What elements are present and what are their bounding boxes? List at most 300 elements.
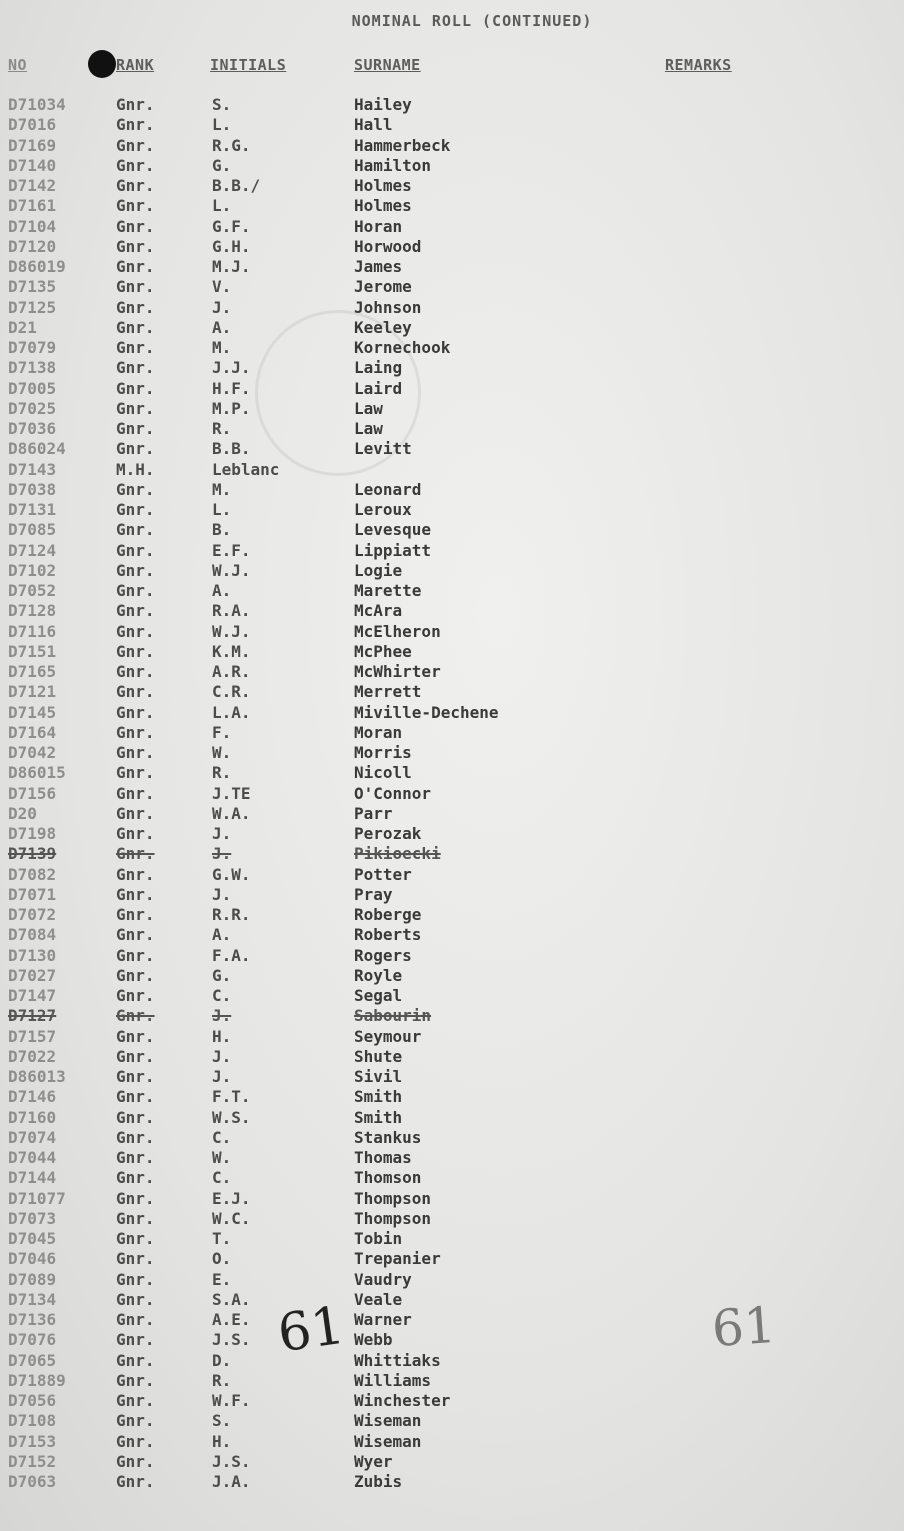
row-initials: C.: [212, 1168, 232, 1188]
table-row: [0, 703, 904, 723]
row-rank: Gnr.: [116, 540, 155, 560]
row-initials: G.F.: [212, 216, 251, 236]
row-number: D7147: [8, 986, 57, 1005]
row-initials: J.: [212, 844, 232, 864]
row-initials: A.E.: [212, 1310, 251, 1329]
handwritten-count-right: 61: [710, 1295, 778, 1359]
roll-table: [0, 95, 904, 1492]
row-initials: R.: [212, 1370, 232, 1390]
row-number: D7063: [8, 1472, 57, 1491]
row-rank: Gnr.: [116, 1188, 155, 1208]
row-initials: A.R.: [212, 662, 251, 681]
row-number: D7153: [8, 1431, 57, 1451]
row-rank: Gnr.: [116, 1148, 155, 1167]
row-rank: Gnr.: [116, 1067, 155, 1086]
table-row: [0, 784, 904, 804]
row-initials: W.: [212, 1148, 232, 1167]
header-remarks: REMARKS: [665, 56, 732, 74]
row-number: D7065: [8, 1350, 57, 1370]
row-surname: McPhee: [354, 641, 412, 661]
row-surname: Horan: [354, 216, 403, 236]
row-rank: Gnr.: [116, 358, 155, 378]
row-initials: E.J.: [212, 1188, 251, 1208]
row-rank: Gnr.: [116, 1370, 155, 1390]
row-surname: Thompson: [354, 1188, 432, 1208]
table-row: [0, 480, 904, 500]
row-rank: Gnr.: [116, 1391, 155, 1410]
row-initials: G.W.: [212, 864, 251, 884]
row-rank: Gnr.: [116, 176, 155, 195]
row-surname: McAra: [354, 601, 403, 621]
row-number: D7161: [8, 196, 57, 216]
row-number: D7089: [8, 1269, 57, 1289]
table-row: [0, 561, 904, 581]
row-initials: B.B.: [212, 439, 251, 459]
row-initials: J.TE: [212, 783, 251, 803]
row-rank: Gnr.: [116, 155, 155, 175]
row-surname: Trepanier: [354, 1249, 441, 1269]
handwritten-count-left: 61: [274, 1295, 349, 1365]
row-rank: Gnr.: [116, 621, 155, 641]
row-surname: Thompson: [354, 1208, 432, 1228]
table-row: [0, 277, 904, 297]
row-number: D7156: [8, 783, 57, 803]
page-title: NOMINAL ROLL (CONTINUED): [351, 12, 593, 30]
row-surname: Horwood: [354, 236, 422, 256]
table-row: [0, 1472, 904, 1492]
row-number: D7076: [8, 1330, 57, 1350]
table-row: [0, 460, 904, 480]
row-surname: Law: [354, 419, 383, 438]
row-number: D7142: [8, 176, 57, 195]
row-number: D7169: [8, 135, 57, 155]
row-rank: Gnr.: [116, 803, 155, 823]
row-initials: J.A.: [212, 1472, 251, 1491]
row-number: D7144: [8, 1168, 57, 1188]
row-number: D86024: [8, 439, 66, 459]
row-rank: Gnr.: [116, 884, 155, 904]
row-rank: Gnr.: [116, 115, 155, 135]
row-number: D71034: [8, 95, 66, 114]
row-rank: Gnr.: [116, 905, 155, 924]
row-rank: Gnr.: [116, 520, 155, 540]
row-number: D7045: [8, 1229, 57, 1248]
row-number: D20: [8, 803, 37, 823]
table-row: [0, 196, 904, 216]
row-rank: Gnr.: [116, 419, 155, 438]
row-number: D7139: [8, 844, 57, 864]
row-initials: F.: [212, 722, 232, 742]
row-surname: Thomas: [354, 1148, 412, 1167]
row-rank: Gnr.: [116, 824, 155, 843]
row-surname: Wiseman: [354, 1411, 422, 1431]
row-initials: R.: [212, 419, 232, 438]
row-initials: J.: [212, 884, 232, 904]
header-rank: RANK: [116, 56, 155, 74]
table-row: [0, 946, 904, 966]
table-row: [0, 217, 904, 237]
row-surname: Smith: [354, 1107, 403, 1127]
row-surname: Nicoll: [354, 763, 412, 783]
row-initials: M.: [212, 338, 232, 357]
table-row: [0, 1249, 904, 1269]
table-row: [0, 115, 904, 135]
row-number: D7044: [8, 1148, 57, 1167]
row-surname: Laird: [354, 378, 403, 398]
row-initials: J.J.: [212, 358, 251, 378]
row-initials: O.: [212, 1249, 232, 1269]
row-number: D21: [8, 317, 37, 337]
row-number: D7134: [8, 1289, 57, 1309]
row-rank: Gnr.: [116, 1269, 155, 1289]
row-surname: Hall: [354, 115, 393, 135]
row-initials: W.F.: [212, 1391, 251, 1410]
row-rank: Gnr.: [116, 1350, 155, 1370]
row-number: D7160: [8, 1107, 57, 1127]
row-surname: Laing: [354, 358, 403, 378]
row-number: D7082: [8, 864, 57, 884]
row-rank: Gnr.: [116, 763, 155, 783]
table-row: [0, 1148, 904, 1168]
row-number: D7025: [8, 398, 57, 418]
row-surname: Tobin: [354, 1229, 403, 1248]
row-surname: O'Connor: [354, 783, 432, 803]
row-initials: R.: [212, 763, 232, 783]
row-surname: Morris: [354, 743, 412, 762]
row-initials: M.: [212, 479, 232, 499]
row-number: D7146: [8, 1087, 57, 1107]
row-number: D7131: [8, 500, 57, 519]
row-initials: R.A.: [212, 601, 251, 621]
table-row: [0, 318, 904, 338]
row-rank: Gnr.: [116, 317, 155, 337]
row-rank: Gnr.: [116, 1229, 155, 1248]
row-surname: Miville-Dechene: [354, 702, 499, 722]
row-rank: Gnr.: [116, 560, 155, 580]
row-initials: J.S.: [212, 1330, 251, 1350]
row-surname: Law: [354, 398, 383, 418]
row-initials: J.: [212, 824, 232, 843]
row-rank: Gnr.: [116, 925, 155, 945]
table-row: [0, 865, 904, 885]
row-surname: Shute: [354, 1046, 403, 1066]
row-rank: Gnr.: [116, 682, 155, 702]
row-surname: McWhirter: [354, 662, 441, 681]
row-rank: Gnr.: [116, 844, 155, 864]
row-initials: A.: [212, 317, 232, 337]
row-surname: Roberge: [354, 905, 422, 924]
table-row: [0, 763, 904, 783]
header-surname: SURNAME: [354, 56, 421, 74]
row-rank: Gnr.: [116, 945, 155, 965]
row-initials: R.R.: [212, 905, 251, 924]
row-surname: James: [354, 257, 403, 276]
row-number: D7046: [8, 1249, 57, 1269]
row-number: D7085: [8, 520, 57, 540]
row-number: D7084: [8, 925, 57, 945]
row-rank: Gnr.: [116, 601, 155, 621]
row-surname: Hailey: [354, 95, 412, 114]
row-initials: F.A.: [212, 945, 251, 965]
table-row: [0, 885, 904, 905]
row-surname: Winchester: [354, 1391, 451, 1410]
row-rank: Gnr.: [116, 398, 155, 418]
row-rank: Gnr.: [116, 1451, 155, 1471]
table-row: [0, 1027, 904, 1047]
table-row: [0, 541, 904, 561]
row-number: D7128: [8, 601, 57, 621]
row-surname: Webb: [354, 1330, 393, 1350]
row-rank: Gnr.: [116, 378, 155, 398]
row-initials: H.: [212, 1026, 232, 1046]
row-initials: S.: [212, 95, 232, 114]
row-surname: Stankus: [354, 1127, 422, 1147]
row-initials: Leblanc: [212, 459, 280, 479]
row-rank: Gnr.: [116, 1472, 155, 1491]
row-number: D7038: [8, 479, 57, 499]
table-row: [0, 95, 904, 115]
table-row: [0, 298, 904, 318]
table-row: [0, 1108, 904, 1128]
row-number: D7104: [8, 216, 57, 236]
punch-hole: [88, 50, 116, 78]
row-number: D7005: [8, 378, 57, 398]
row-number: D86019: [8, 257, 66, 276]
row-initials: C.: [212, 1127, 232, 1147]
table-row: [0, 1432, 904, 1452]
row-surname: Jerome: [354, 277, 412, 297]
row-surname: Potter: [354, 864, 412, 884]
table-row: [0, 257, 904, 277]
row-number: D7071: [8, 884, 57, 904]
row-number: D7079: [8, 338, 57, 357]
row-surname: Williams: [354, 1370, 432, 1390]
row-initials: E.F.: [212, 540, 251, 560]
row-rank: Gnr.: [116, 986, 155, 1005]
row-number: D7136: [8, 1310, 57, 1329]
row-rank: Gnr.: [116, 439, 155, 459]
row-surname: Marette: [354, 581, 422, 600]
row-initials: H.: [212, 1431, 232, 1451]
table-row: [0, 601, 904, 621]
row-number: D7164: [8, 722, 57, 742]
row-number: D7130: [8, 945, 57, 965]
row-initials: W.J.: [212, 621, 251, 641]
row-surname: Wyer: [354, 1451, 393, 1471]
row-rank: Gnr.: [116, 783, 155, 803]
row-initials: S.A.: [212, 1289, 251, 1309]
row-initials: J.: [212, 297, 232, 317]
row-initials: K.M.: [212, 641, 251, 661]
row-surname: Moran: [354, 722, 403, 742]
row-rank: Gnr.: [116, 864, 155, 884]
row-initials: L.: [212, 196, 232, 216]
row-initials: D.: [212, 1350, 232, 1370]
table-row: [0, 1168, 904, 1188]
row-number: D7127: [8, 1006, 57, 1026]
row-initials: J.S.: [212, 1451, 251, 1471]
row-rank: Gnr.: [116, 743, 155, 762]
row-rank: Gnr.: [116, 1330, 155, 1350]
row-surname: Roberts: [354, 925, 422, 945]
row-rank: Gnr.: [116, 196, 155, 216]
row-rank: Gnr.: [116, 135, 155, 155]
row-rank: Gnr.: [116, 1168, 155, 1188]
table-row: [0, 1452, 904, 1472]
row-rank: M.H.: [116, 459, 155, 479]
row-surname: Veale: [354, 1289, 403, 1309]
row-rank: Gnr.: [116, 297, 155, 317]
row-number: D7135: [8, 277, 57, 297]
row-number: D7120: [8, 236, 57, 256]
row-surname: Levitt: [354, 439, 412, 459]
row-rank: Gnr.: [116, 236, 155, 256]
row-number: D86013: [8, 1067, 66, 1086]
row-rank: Gnr.: [116, 702, 155, 722]
row-surname: Hammerbeck: [354, 135, 451, 155]
row-rank: Gnr.: [116, 1006, 155, 1026]
table-row: [0, 642, 904, 662]
row-rank: Gnr.: [116, 1431, 155, 1451]
row-number: D86015: [8, 763, 66, 783]
table-row: [0, 905, 904, 925]
row-number: D7036: [8, 419, 57, 438]
row-initials: W.C.: [212, 1208, 251, 1228]
row-surname: Sabourin: [354, 1006, 432, 1026]
header-no: NO: [8, 56, 28, 74]
row-number: D7151: [8, 641, 57, 661]
row-number: D7022: [8, 1046, 57, 1066]
table-row: [0, 1087, 904, 1107]
row-initials: A.: [212, 925, 232, 945]
row-initials: W.S.: [212, 1107, 251, 1127]
row-initials: E.: [212, 1269, 232, 1289]
row-initials: J.: [212, 1006, 232, 1026]
row-number: D7072: [8, 905, 57, 924]
table-row: [0, 1006, 904, 1026]
table-row: [0, 338, 904, 358]
table-row: [0, 379, 904, 399]
row-surname: Royle: [354, 965, 403, 985]
row-number: D7116: [8, 621, 57, 641]
header-initials: INITIALS: [210, 56, 287, 74]
row-rank: Gnr.: [116, 1087, 155, 1107]
row-initials: S.: [212, 1411, 232, 1431]
table-row: [0, 500, 904, 520]
table-row: [0, 520, 904, 540]
row-rank: Gnr.: [116, 581, 155, 600]
row-initials: B.B./: [212, 176, 261, 195]
table-row: [0, 662, 904, 682]
row-rank: Gnr.: [116, 662, 155, 681]
row-initials: W.: [212, 743, 232, 762]
row-surname: Warner: [354, 1310, 412, 1329]
table-row: [0, 358, 904, 378]
row-initials: C.: [212, 986, 232, 1005]
row-number: D7052: [8, 581, 57, 600]
row-surname: Holmes: [354, 196, 412, 216]
row-initials: C.R.: [212, 682, 251, 702]
table-row: [0, 581, 904, 601]
table-row: [0, 1371, 904, 1391]
row-surname: Pikioecki: [354, 844, 441, 864]
table-row: [0, 1189, 904, 1209]
row-initials: G.H.: [212, 236, 251, 256]
row-number: D7042: [8, 743, 57, 762]
row-initials: L.A.: [212, 702, 251, 722]
row-surname: Leonard: [354, 479, 422, 499]
row-initials: M.J.: [212, 257, 251, 276]
table-row: [0, 156, 904, 176]
row-initials: L.: [212, 115, 232, 135]
table-row: [0, 925, 904, 945]
table-row: [0, 966, 904, 986]
row-surname: Kornechook: [354, 338, 451, 357]
row-rank: Gnr.: [116, 277, 155, 297]
row-surname: Parr: [354, 803, 393, 823]
row-surname: Logie: [354, 560, 403, 580]
row-rank: Gnr.: [116, 95, 155, 114]
row-number: D7108: [8, 1411, 57, 1431]
row-number: D7073: [8, 1208, 57, 1228]
row-rank: Gnr.: [116, 1249, 155, 1269]
row-surname: Holmes: [354, 176, 412, 195]
row-surname: McElheron: [354, 621, 441, 641]
row-rank: Gnr.: [116, 500, 155, 519]
row-surname: Levesque: [354, 520, 432, 540]
row-number: D7124: [8, 540, 57, 560]
row-number: D7027: [8, 965, 57, 985]
row-surname: Perozak: [354, 824, 422, 843]
row-rank: Gnr.: [116, 479, 155, 499]
row-rank: Gnr.: [116, 257, 155, 276]
table-row: [0, 743, 904, 763]
row-rank: Gnr.: [116, 338, 155, 357]
row-surname: Sivil: [354, 1067, 403, 1086]
row-initials: L.: [212, 500, 232, 519]
row-initials: A.: [212, 581, 232, 600]
table-row: [0, 844, 904, 864]
table-row: [0, 804, 904, 824]
table-row: [0, 1209, 904, 1229]
row-surname: Rogers: [354, 945, 412, 965]
table-row: [0, 1047, 904, 1067]
row-rank: Gnr.: [116, 965, 155, 985]
row-surname: Whittiaks: [354, 1350, 441, 1370]
table-row: [0, 1411, 904, 1431]
row-initials: F.T.: [212, 1087, 251, 1107]
row-initials: J.: [212, 1067, 232, 1086]
row-surname: Lippiatt: [354, 540, 432, 560]
row-surname: Smith: [354, 1087, 403, 1107]
row-surname: Hamilton: [354, 155, 432, 175]
row-initials: R.G.: [212, 135, 251, 155]
table-row: [0, 1229, 904, 1249]
table-row: [0, 622, 904, 642]
table-row: [0, 136, 904, 156]
row-number: D7056: [8, 1391, 57, 1410]
row-initials: J.: [212, 1046, 232, 1066]
row-number: D7145: [8, 702, 57, 722]
row-rank: Gnr.: [116, 722, 155, 742]
row-initials: M.P.: [212, 398, 251, 418]
row-surname: Wiseman: [354, 1431, 422, 1451]
row-surname: Seymour: [354, 1026, 422, 1046]
row-rank: Gnr.: [116, 1289, 155, 1309]
table-row: [0, 824, 904, 844]
row-initials: V.: [212, 277, 232, 297]
row-surname: Thomson: [354, 1168, 422, 1188]
